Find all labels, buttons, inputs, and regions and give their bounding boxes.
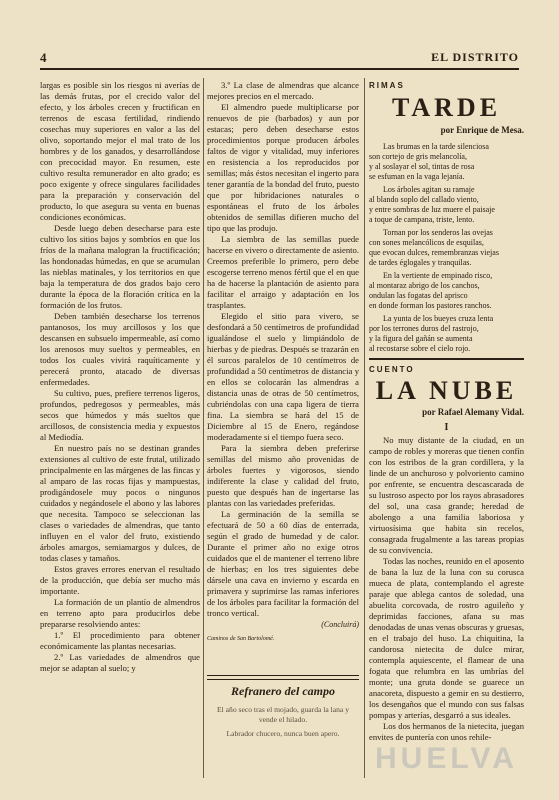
column-divider bbox=[203, 78, 204, 778]
page-number: 4 bbox=[40, 50, 47, 65]
poem-byline: por Enrique de Mesa. bbox=[440, 125, 524, 135]
poem-line: en donde forman los pastores ranchos. bbox=[369, 301, 492, 310]
poem-title: TARDE bbox=[391, 93, 502, 122]
page-header bbox=[40, 50, 519, 66]
story-body bbox=[369, 435, 524, 743]
poem-line: son cortejo de gris melancolía, bbox=[369, 152, 467, 161]
header-rule bbox=[40, 68, 519, 70]
poem-line: por los terrones duros del rastrojo, bbox=[369, 324, 479, 333]
poem-stanza bbox=[369, 271, 524, 311]
poem-stanza bbox=[369, 142, 524, 182]
poem-stanza bbox=[369, 228, 524, 268]
poem-line: al blando soplo del callado viento, bbox=[369, 195, 479, 204]
cuento-label: CUENTO bbox=[369, 365, 415, 374]
chapter-number: I bbox=[444, 422, 449, 433]
poem-stanza bbox=[369, 314, 524, 354]
poem-line: Los árboles agitan su ramaje bbox=[383, 185, 475, 194]
newspaper-name: EL DISTRITO bbox=[431, 50, 519, 64]
poem-line: al recostarse sobre el cielo rojo. bbox=[369, 344, 471, 353]
poem-line: y al soslayar el sol, tintas de rosa bbox=[369, 162, 475, 171]
poem-stanza bbox=[369, 185, 524, 225]
article-paragraph: 2.º Las variedades de almendros que mejor se adaptan al suelo; y bbox=[40, 652, 200, 673]
poem-line: a toque de campana, triste, lento. bbox=[369, 215, 475, 224]
section-rule bbox=[369, 358, 524, 360]
rimas-label: RIMAS bbox=[369, 81, 405, 90]
poem-line: y la figura del gañán se aumenta bbox=[369, 334, 473, 343]
archive-watermark: HUELVA bbox=[375, 742, 518, 775]
story-paragraph: Todas las noches, reunido en el aposento de bana la luz de la luna con su corusca mueca de plata, contemplando el agreste paraje que ablega cantos de soledad, una abuelita corcovada, de rostro aguileño y deprimidas facciones, afana su mas denodadas de unas venas obscuras y gruesas, en el trabajo del huso. La chiquitina, la candorosa nietecita de dulce mirar, contempla aquiescente, el flamear de una fogata que relumbra en las umbrías del monte; una gruta donde se guarece un anacoreta, dispuesto a gemir en su destierro, los desengaños que el mundo con sus falsas pompas y arterías, desgarró a sus ideales. bbox=[369, 556, 524, 720]
article-paragraph: 1.º El procedimiento para obtener económicamente las plantas necesarias. bbox=[40, 630, 200, 651]
article-paragraph: Deben también desecharse los terrenos pantanosos, los muy arcillosos y los que descansen en subsuelo impermeable, así como los arenosos muy sueltos y permeables, en todos los cuales vivirá raquíticamente y perecerá pronto, atacado de diversas enfermedades. bbox=[40, 311, 200, 387]
poem-line: de tardes églogales y tranquilas. bbox=[369, 258, 472, 267]
story-paragraph: Los dos hermanos de la nietecita, juegan envites de puntería con unos rehile- bbox=[369, 721, 524, 742]
refranero-title: Refranero del campo bbox=[231, 684, 335, 698]
poem-line: y entre sombras de luz muere el paisaje bbox=[369, 205, 495, 214]
article-paragraph: En nuestro país no se destinan grandes extensiones al cultivo de este frutal, utilizado principalmente en las márgenes de las fincas y al amparo de las rocas fijas y mampuestas, prodigándosele muy pocos o ningunos cuidados y negándosele el abono y las labores que necesita. Tampoco se seleccionan las clases o variedades de almendras, que tanto influyen en el valor del fruto, existiendo árboles amargos, semiamargos y dulces, de todas clases y tamaños. bbox=[40, 443, 200, 563]
story-paragraph: No muy distante de la ciudad, en un campo de robles y moreras que tienen confín con los estribos de la gran cordillera, y la linde de un anchuroso y polvoriento camino por enfrente, se encuentra descascarada de su lustroso aspecto por los rayos abrasadores del sol, una casa grande; heredad de abolengo a una familia laboriosa y virtuosísima que habita sin recelos, consagrada frugalmente a las tareas propias de su convivencia. bbox=[369, 435, 524, 555]
poem-line: Las brumas en la tarde silenciosa bbox=[383, 142, 489, 151]
refranero-section bbox=[207, 684, 359, 739]
article-paragraph: El almendro puede multiplicarse por renuevos de pie (barbados) y aun por estacas; pero deben desecharse estos procedimientos porque producen árboles faltos de vigor y vitalidad, muy inferiores en resistencia a los reproducidos por semillas; más éstos necesitan el ingerto para tener garantía de la bondad del fruto, puesto que por hibridaciones naturales o espontáneas el fruto de los árboles obtenidos de semillas difieren mucho del tipo que las produjo. bbox=[207, 102, 359, 233]
poem-line: con sones melancólicos de esquilas, bbox=[369, 238, 484, 247]
poem-line: La yunta de los bueyes cruza lenta bbox=[383, 314, 494, 323]
article-paragraph: Su cultivo, pues, prefiere terrenos ligeros, profundos, pedregosos y permeables, más secos que húmedos y más sueltos que arcillosos, de consistencia media y expuestos al Mediodía. bbox=[40, 388, 200, 442]
photo-caption: Caminos de San Bartolomé. bbox=[207, 636, 275, 642]
article-paragraph: 3.º La clase de almendras que alcance mejores precios en el mercado. bbox=[207, 80, 359, 101]
article-paragraph: Elegido el sitio para vivero, se desfondará a 50 centímetros de profundidad igualándose el suelo y limpiándolo de hierbas y de piedras. Después se trazarán en él surcos paralelos de 10 centímetros de profundidad a 50 centímetros de distancia y en ellos se colocarán las almendras a distancia unas de otras de 50 centímetros, cubriéndolas con una capa ligera de tierra fina. La siembra se hará del 15 de Diciembre al 15 de Enero, regándose moderadamente si el tiempo fuera seco. bbox=[207, 311, 359, 442]
article-paragraph: Estos graves errores enervan el resultado de la producción, que debía ser mucho más importante. bbox=[40, 564, 200, 596]
poem-line: se esfuman en la vaga lejanía. bbox=[369, 172, 465, 181]
section-divider bbox=[207, 675, 359, 680]
article-paragraph: La formación de un plantío de almendros en terreno apto para producirlos debe prepararse resolviendo antes: bbox=[40, 597, 200, 629]
article-column-1 bbox=[40, 80, 200, 674]
poem-line: ondulan las fogatas del aprisco bbox=[369, 291, 468, 300]
article-paragraph: Desde luego deben desecharse para este cultivo los sitios bajos y sombríos en que los fríos de la mañana malogran la fructificación; las hondonadas húmedas, en que se acumulan las nieblas matinales, y los territorios en que baja la temperatura de dos grados bajo cero durante la época de la floración crítica en la formación de los frutos. bbox=[40, 223, 200, 310]
story-byline: por Rafael Alemany Vidal. bbox=[422, 407, 524, 417]
poem-line: que evocan dulces, remembranzas viejas bbox=[369, 248, 499, 257]
poem-line: Tornan por los senderos las ovejas bbox=[383, 228, 493, 237]
article-paragraph: Para la siembra deben preferirse semillas del mismo año provenidas de árboles fuertes y vigorosos, siendo indiferente la clase y calidad del fruto, puesto que después han de ingertarse las plantas con las variedades preferidas. bbox=[207, 443, 359, 508]
poem-line: al montaraz abrigo de los canchos, bbox=[369, 281, 480, 290]
refranero-line: El año seco tras el mojado, guarda la lana y vende el hilado. bbox=[217, 705, 349, 724]
article-column-2 bbox=[207, 80, 359, 645]
poem-body bbox=[369, 142, 524, 354]
article-paragraph: La germinación de la semilla se efectuará de 50 a 60 días de enterrada, según el grado de humedad y de calor. Durante el primer año no exige otros cuidados que el de mantener el terreno libre de hierbas; en los tres siguientes debe dársele una cava en invierno y escarda en primavera y suprimirse las ramas inferiores de los árboles para facilitar la formación del tronco vertical. bbox=[207, 509, 359, 618]
story-title: LA NUBE bbox=[375, 376, 518, 405]
article-paragraph: La siembra de las semillas puede hacerse en vivero o directamente de asiento. Creemos preferible lo primero, pero debe escogerse terreno menos fértil que el en que ha de hacerse la plantación de asiento para facilitar el arraigo y adaptación en los trasplantes. bbox=[207, 234, 359, 310]
literary-column bbox=[369, 80, 524, 743]
refranero-line: Labrador chucero, nunca buen apero. bbox=[226, 729, 340, 738]
column-divider bbox=[364, 78, 365, 778]
article-paragraph: largas es posible sin los riesgos ni averías de las demás frutas, por el crecido valor del efecto, y los árboles crecen y fructifican en terrenos de escasa fertilidad, rindiendo cosechas muy superiores en valor a las del olivo, soportando mejor el mal trato de los hombres y de los ganados, y desarrollándose con precocidad mayor. En resumen, este cultivo resulta remunerador en alto grado; es poco exigente y ofrece singulares facilidades para la preparación y conservación del producto, lo que asegura su venta en buenas condiciones económicas. bbox=[40, 80, 200, 222]
concluded-note: (Concluirá) bbox=[321, 620, 359, 629]
poem-line: En la vertiente de empinado risco, bbox=[383, 271, 493, 280]
